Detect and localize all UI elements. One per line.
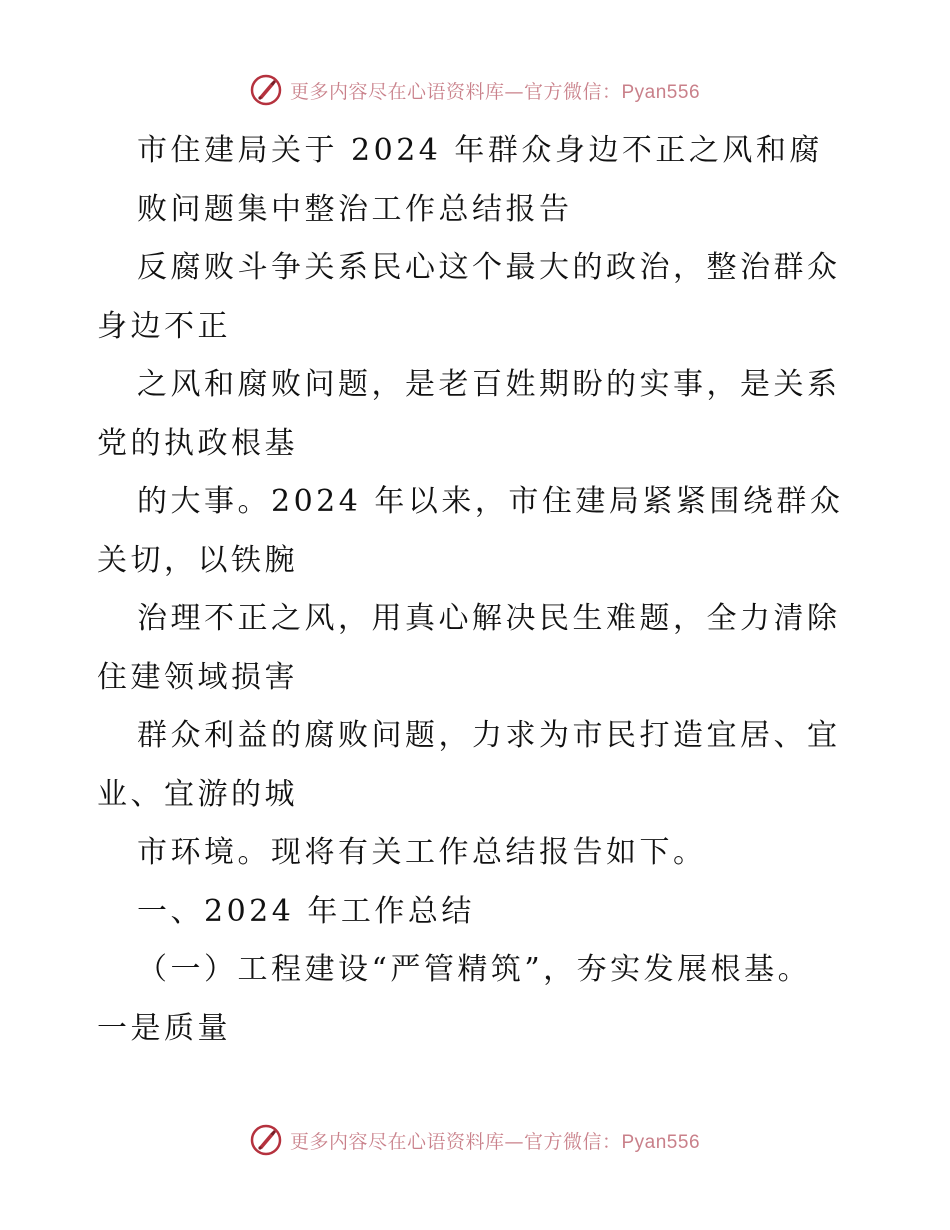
body-line: 身边不正 [97, 308, 231, 344]
pen-seal-icon [250, 1124, 282, 1156]
title-line-1: 市住建局关于 2024 年群众身边不正之风和腐 [137, 133, 823, 168]
subsection-heading: （一）工程建设“严管精筑”，夯实发展根基。 [137, 952, 812, 987]
body-line: 住建领域损害 [97, 659, 298, 695]
body-line: 群众利益的腐败问题，力求为市民打造宜居、宜 [137, 718, 841, 753]
watermark-text: 更多内容尽在心语资料库—官方微信：Pyan556 [289, 80, 701, 103]
watermark-wechat-id: Pyan556 [621, 81, 701, 103]
body-line: 一是质量 [97, 1010, 231, 1046]
body-line: 市环境。现将有关工作总结报告如下。 [137, 835, 707, 870]
body-line: 之风和腐败问题，是老百姓期盼的实事，是关系 [137, 367, 841, 402]
body-line: 反腐败斗争关系民心这个最大的政治，整治群众 [137, 250, 841, 285]
watermark-text: 更多内容尽在心语资料库—官方微信：Pyan556 [289, 1130, 701, 1153]
body-line: 关切，以铁腕 [97, 542, 298, 578]
watermark-wechat-id: Pyan556 [621, 1131, 701, 1153]
body-line: 的大事。2024 年以来，市住建局紧紧围绕群众 [137, 484, 844, 519]
section-heading: 一、2024 年工作总结 [137, 893, 475, 929]
header-watermark [0, 70, 950, 110]
footer-watermark [0, 1120, 950, 1160]
body-line: 党的执政根基 [97, 425, 298, 461]
pen-seal-icon [250, 74, 282, 106]
body-line: 业、宜游的城 [97, 776, 298, 812]
document-body [97, 122, 857, 1058]
body-line: 治理不正之风，用真心解决民生难题，全力清除 [137, 601, 841, 636]
title-line-2: 败问题集中整治工作总结报告 [137, 191, 573, 227]
